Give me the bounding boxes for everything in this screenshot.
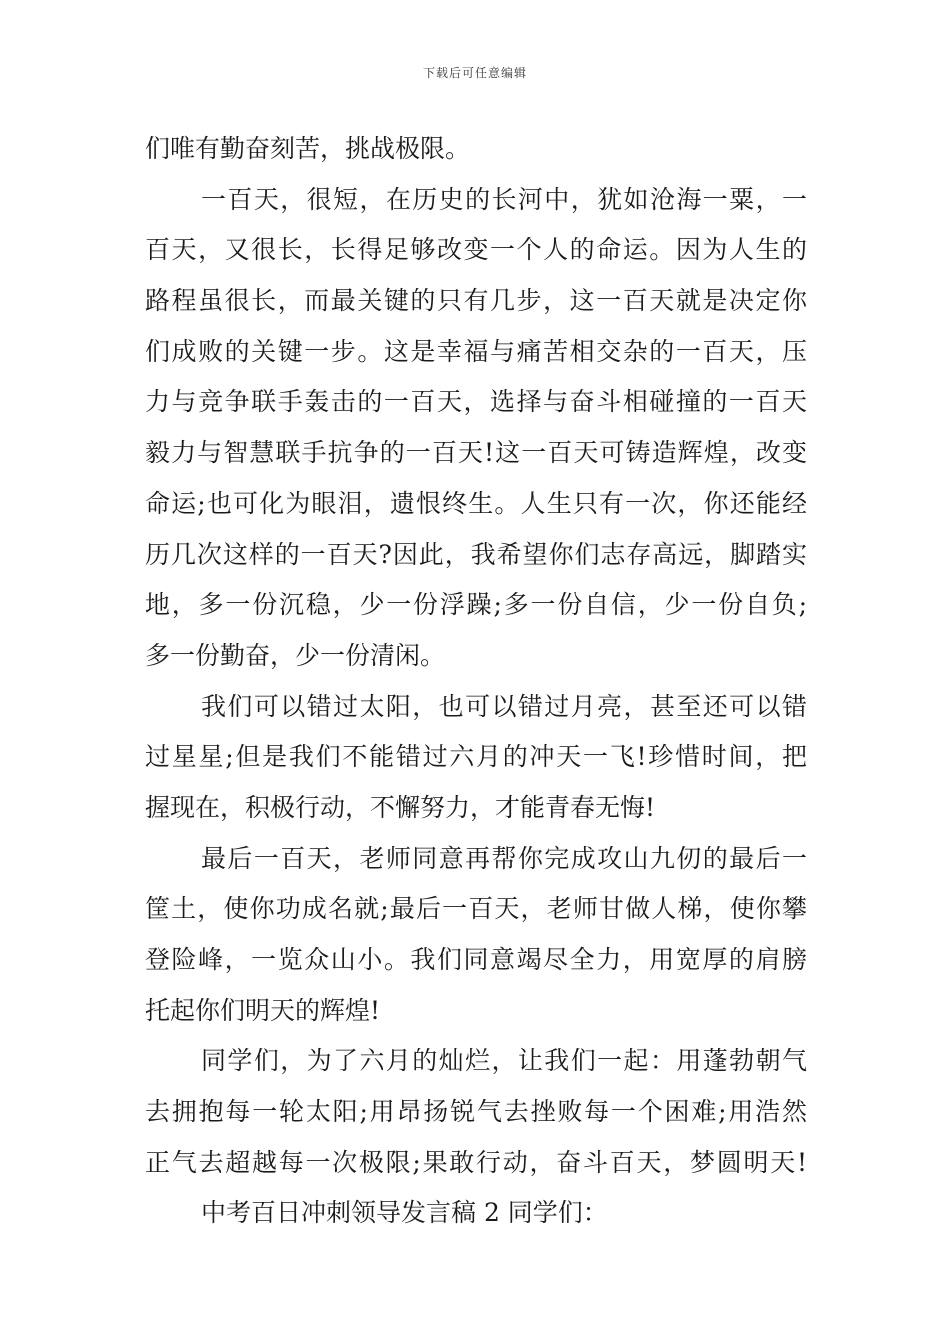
text-line: 们唯有勤奋刻苦，挑战极限。 <box>145 134 471 163</box>
text-line: 百天，又很长，长得足够改变一个人的命运。因为人生的 <box>145 235 807 265</box>
text-line: 毅力与智慧联手抗争的一百天!这一百天可铸造辉煌，改变 <box>145 438 807 468</box>
text-line: 最后一百天，老师同意再帮你完成攻山九仞的最后一 <box>201 843 807 873</box>
text-line: 地，多一份沉稳，少一份浮躁;多一份自信，少一份自负; <box>145 590 807 620</box>
text-line: 历几次这样的一百天?因此，我希望你们志存高远，脚踏实 <box>145 539 807 569</box>
text-line: 命运;也可化为眼泪，遗恨终生。人生只有一次，你还能经 <box>145 488 807 518</box>
page-header: 下载后可任意编辑 <box>422 66 527 80</box>
text-line: 中考百日冲刺领导发言稿 2 同学们： <box>201 1198 608 1228</box>
text-line: 路程虽很长，而最关键的只有几步，这一百天就是决定你 <box>145 286 807 316</box>
text-line: 去拥抱每一轮太阳;用昂扬锐气去挫败每一个困难;用浩然 <box>145 1097 807 1127</box>
text-line: 握现在，积极行动，不懈努力，才能青春无悔! <box>145 792 656 822</box>
text-line: 筐土，使你功成名就;最后一百天，老师甘做人梯，使你攀 <box>145 894 807 924</box>
text-line: 同学们，为了六月的灿烂，让我们一起：用蓬勃朝气 <box>201 1046 807 1076</box>
text-line: 正气去超越每一次极限;果敢行动，奋斗百天，梦圆明天! <box>145 1147 807 1177</box>
document-body <box>145 124 807 1239</box>
text-line: 登险峰，一览众山小。我们同意竭尽全力，用宽厚的肩膀 <box>145 945 807 974</box>
text-line: 力与竞争联手轰击的一百天，选择与奋斗相碰撞的一百天 <box>145 387 807 417</box>
text-line: 一百天，很短，在历史的长河中，犹如沧海一粟，一 <box>201 184 807 214</box>
text-line: 们成败的关键一步。这是幸福与痛苦相交杂的一百天，压 <box>145 336 807 366</box>
text-line: 我们可以错过太阳，也可以错过月亮，甚至还可以错 <box>201 691 807 721</box>
text-line: 过星星;但是我们不能错过六月的冲天一飞!珍惜时间，把 <box>145 742 807 772</box>
text-line: 托起你们明天的辉煌! <box>145 995 381 1025</box>
text-line: 多一份勤奋，少一份清闲。 <box>145 640 446 670</box>
